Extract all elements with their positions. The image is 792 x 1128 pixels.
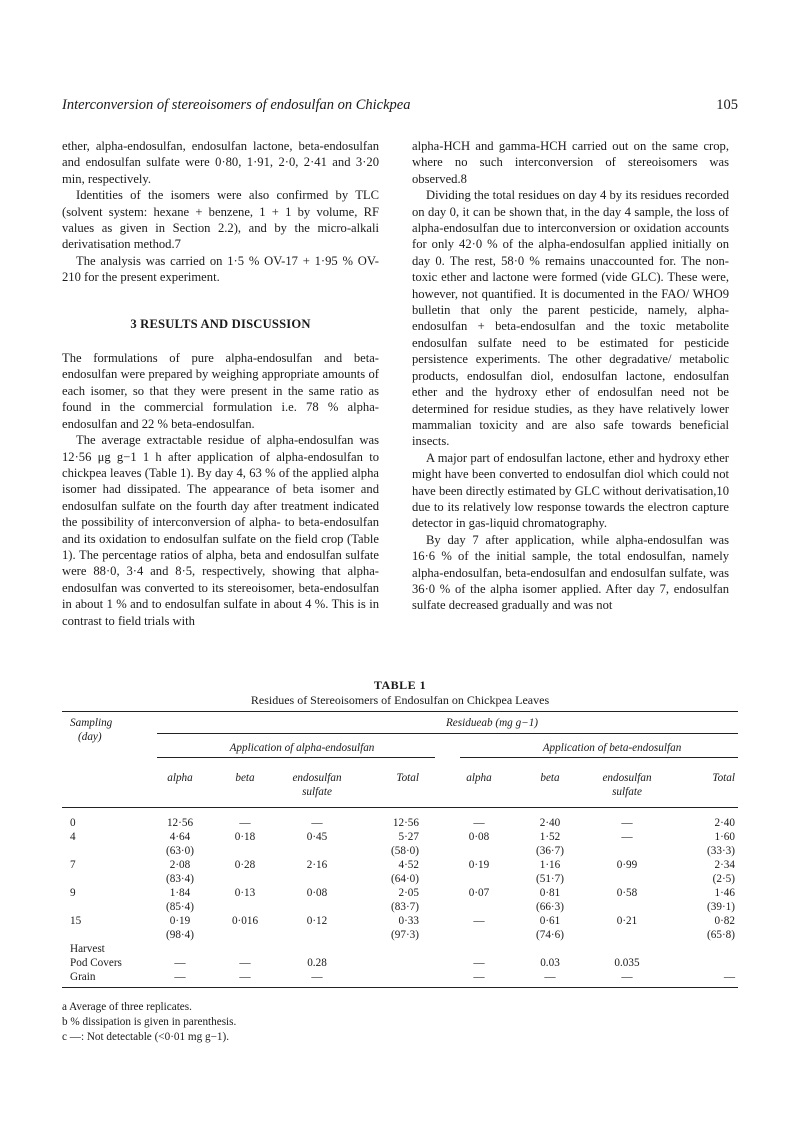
table-cell: 2·40 [539,817,561,829]
table-cell: 0·33 [398,915,419,927]
table-cell: 0·18 [234,831,256,843]
table-cell: 0·12 [306,915,328,927]
running-title: Interconversion of stereoisomers of endosulfan on Chickpea [62,97,411,113]
table-cell: 0·45 [306,831,328,843]
table-cell: (98·4) [166,929,194,941]
table-cell: (65·8) [707,929,735,941]
subheader-cell: sulfate [302,786,332,798]
table-rule [157,733,738,734]
table-cell: — [239,957,251,969]
table-cell: — [544,971,556,983]
subheader-cell: alpha [167,772,193,784]
paragraph: ether, alpha-endosulfan, endosulfan lactone, beta-endosulfan and endosulfan sulfate were 0·80, 1·91, 2·0, 2·41 and 3·20 min, respectively. [62,139,379,186]
table-caption: Residues of Stereoisomers of Endosulfan on Chickpea Leaves [250,693,550,707]
paragraph: The average extractable residue of alpha-endosulfan was 12·56 μg g−1 1 h after application of alpha-endosulfan to chickpea leaves (Table 1). By day 4, 63 % of the applied alpha isomer had dissipated. The appearance of beta isomer and endosulfan sulfate on the fourth day after treatment indicated the possibility of interconversion of alpha- to beta-endosulfan and its oxidation to endosulfan sulfate on the field crop (Table 1). The percentage ratios of alpha, beta and endosulfan sulfate were 88·0, 3·4 and 8·5, respectively, showing that alpha-endosulfan was converted to its stereoisomer, beta-endosulfan in about 1 % and to endosulfan sulfate in about 4 %. This is in contrast to field trials with [62,433,379,628]
table-cell: 2·16 [306,859,328,871]
table-rule [62,807,738,808]
table-cell: 0·61 [539,915,561,927]
table-cell: — [311,817,323,829]
table-cell: — [174,957,186,969]
footnote-b: b % dissipation is given in parenthesis. [62,1016,237,1028]
table-cell: 12·56 [392,817,419,829]
running-header [62,97,738,117]
table-cell: — [621,817,633,829]
table-cell: (58·0) [391,845,419,857]
footnote-c: c —: Not detectable (<0·01 mg g−1). [62,1031,230,1043]
table-cell: 0·19 [468,859,490,871]
right-column [412,138,729,614]
table-cell: 2·05 [398,887,419,899]
table-cell: (36·7) [536,845,564,857]
table-cell: (64·0) [391,873,419,885]
table-cell: 0·08 [468,831,490,843]
table-cell: 0·08 [306,887,328,899]
subheader-cell: endosulfan [292,772,342,784]
row-label: 15 [70,915,82,927]
row-label: 0 [70,817,76,829]
table-cell: 0·21 [616,915,638,927]
table-cell: (97·3) [391,929,419,941]
table-cell: 1·84 [169,887,191,899]
subheader-cell: sulfate [612,786,642,798]
subheader-cell: endosulfan [602,772,652,784]
table-cell: 2·08 [169,859,191,871]
table-cell: 0·81 [539,887,561,899]
table-cell: (39·1) [707,901,735,913]
subheader-cell: beta [235,772,255,784]
table-cell: 0·28 [234,859,256,871]
column-header-sampling: Sampling [70,717,113,729]
table-rule [62,987,738,988]
table-cell: 5·27 [398,831,419,843]
table-cell: (83·4) [166,873,194,885]
table-cell: — [473,817,485,829]
paragraph: alpha-HCH and gamma-HCH carried out on the same crop, where no such interconversion of stereoisomers was observed.8 [412,139,729,186]
table-cell: (74·6) [536,929,564,941]
page-number: 105 [716,97,738,113]
table-cell: — [473,971,485,983]
table-cell: — [473,915,485,927]
subheader-cell: Total [712,772,735,784]
residue-table [62,711,738,1011]
table-cell: 1·60 [714,831,735,843]
table-rule [460,757,738,758]
table-cell: (66·3) [536,901,564,913]
table-1 [62,678,738,1011]
row-label: 9 [70,887,76,899]
row-label: 4 [70,831,76,843]
left-column [62,138,379,629]
subheader-cell: alpha [466,772,492,784]
subheader-cell: Total [396,772,419,784]
table-cell: 0·58 [616,887,638,899]
table-cell: 0.03 [540,957,560,969]
table-cell: — [621,971,633,983]
table-cell: 0·99 [616,859,638,871]
table-cell: — [723,971,735,983]
table-cell: (83·7) [391,901,419,913]
section-heading: 3 RESULTS AND DISCUSSION [130,316,311,331]
column-header-app-alpha: Application of alpha-endosulfan [229,742,375,754]
table-cell: 2·40 [714,817,735,829]
table-cell: 2·34 [714,859,735,871]
table-cell: (85·4) [166,901,194,913]
table-cell: (51·7) [536,873,564,885]
table-cell: — [174,971,186,983]
table-cell: 0.28 [307,957,327,969]
table-cell: (33·3) [707,845,735,857]
table-cell: — [311,971,323,983]
row-label: 7 [70,859,76,871]
table-cell: 0·016 [231,915,259,927]
table-cell: 0·13 [234,887,256,899]
table-cell: 12·56 [166,817,194,829]
paragraph: The analysis was carried on 1·5 % OV-17 + 1·95 % OV-210 for the present experiment. [62,253,379,285]
table-cell: — [473,957,485,969]
paragraph: A major part of endosulfan lactone, ether and hydroxy ether might have been converted to endosulfan diol which could not have been directly estimated by GLC without derivatisation,10 due to its relatively low response towards the electron capture detector in gas-liquid chromatography. [412,450,729,531]
column-header-residue: Residueab (mg g−1) [445,717,539,729]
table-rule [157,757,435,758]
table-cell: 0·07 [468,887,490,899]
column-header-day: (day) [78,731,102,743]
table-cell: (2·5) [712,873,735,885]
paragraph: The formulations of pure alpha-endosulfan and beta-endosulfan were prepared by weighing appropriate amounts of each isomer, so that they were present in the same ratio as found in the commercial formulation i.e. 78 % alpha-endosulfan and 22 % beta-endosulfan. [62,351,379,431]
paragraph: By day 7 after application, while alpha-endosulfan was 16·6 % of the initial sample, the total endosulfan, namely alpha-endosulfan, beta-endosulfan and endosulfan sulfate, was 36·0 % of the alpha isomer applied. After day 7, endosulfan sulfate decreased gradually and was not [412,532,729,613]
table-cell: (63·0) [166,845,194,857]
table-cell: 1·16 [539,859,561,871]
row-label: Pod Covers [70,957,122,969]
table-cell: — [621,831,633,843]
paragraph: Dividing the total residues on day 4 by its residues recorded on day 0, it can be shown that, in the day 4 sample, the loss of alpha-endosulfan due to interconversion or oxidation accounts for only 42·0 % of the alpha-endosulfan applied initially on day 0. The rest, 58·0 % remains unaccounted for. The non-toxic ether and lactone were formed (vide GLC). These were, however, not quantified. It is documented in the FAO/ WHO9 bulletin that only the parent pesticide, namely, alpha-endosulfan + beta-endosulfan and the toxic metabolite endosulfan sulfate need to be estimated for pesticide persistence experiments. The other degradative/ metabolic products, endosulfan diol, endosulfan lactone, endosulfan ether and the hydroxy ether of endosulfan need not be determined for residue studies, as they have relatively lower mammalian toxicity and are also safe towards beneficial insects. [412,188,729,449]
table-footnotes [62,1000,738,1045]
subheader-cell: beta [540,772,560,784]
table-cell: 0·82 [714,915,735,927]
column-header-app-beta: Application of beta-endosulfan [542,742,682,754]
row-label: Grain [70,971,96,983]
paragraph: Identities of the isomers were also confirmed by TLC (solvent system: hexane + benzene, 1 + 1 by volume, RF values as given in Section 2.2), and by the micro-alkali derivatisation method.7 [62,188,379,252]
table-cell: 4·52 [398,859,419,871]
footnote-a: a Average of three replicates. [62,1001,192,1013]
table-cell: 4·64 [169,831,191,843]
table-cell: 1·52 [539,831,561,843]
row-label: Harvest [70,943,105,955]
table-cell: — [239,817,251,829]
table-label: TABLE 1 [373,678,427,692]
table-cell: 0·19 [169,915,191,927]
table-cell: — [239,971,251,983]
table-cell: 1·46 [714,887,735,899]
table-cell: 0.035 [614,957,640,969]
table-rule [62,711,738,712]
